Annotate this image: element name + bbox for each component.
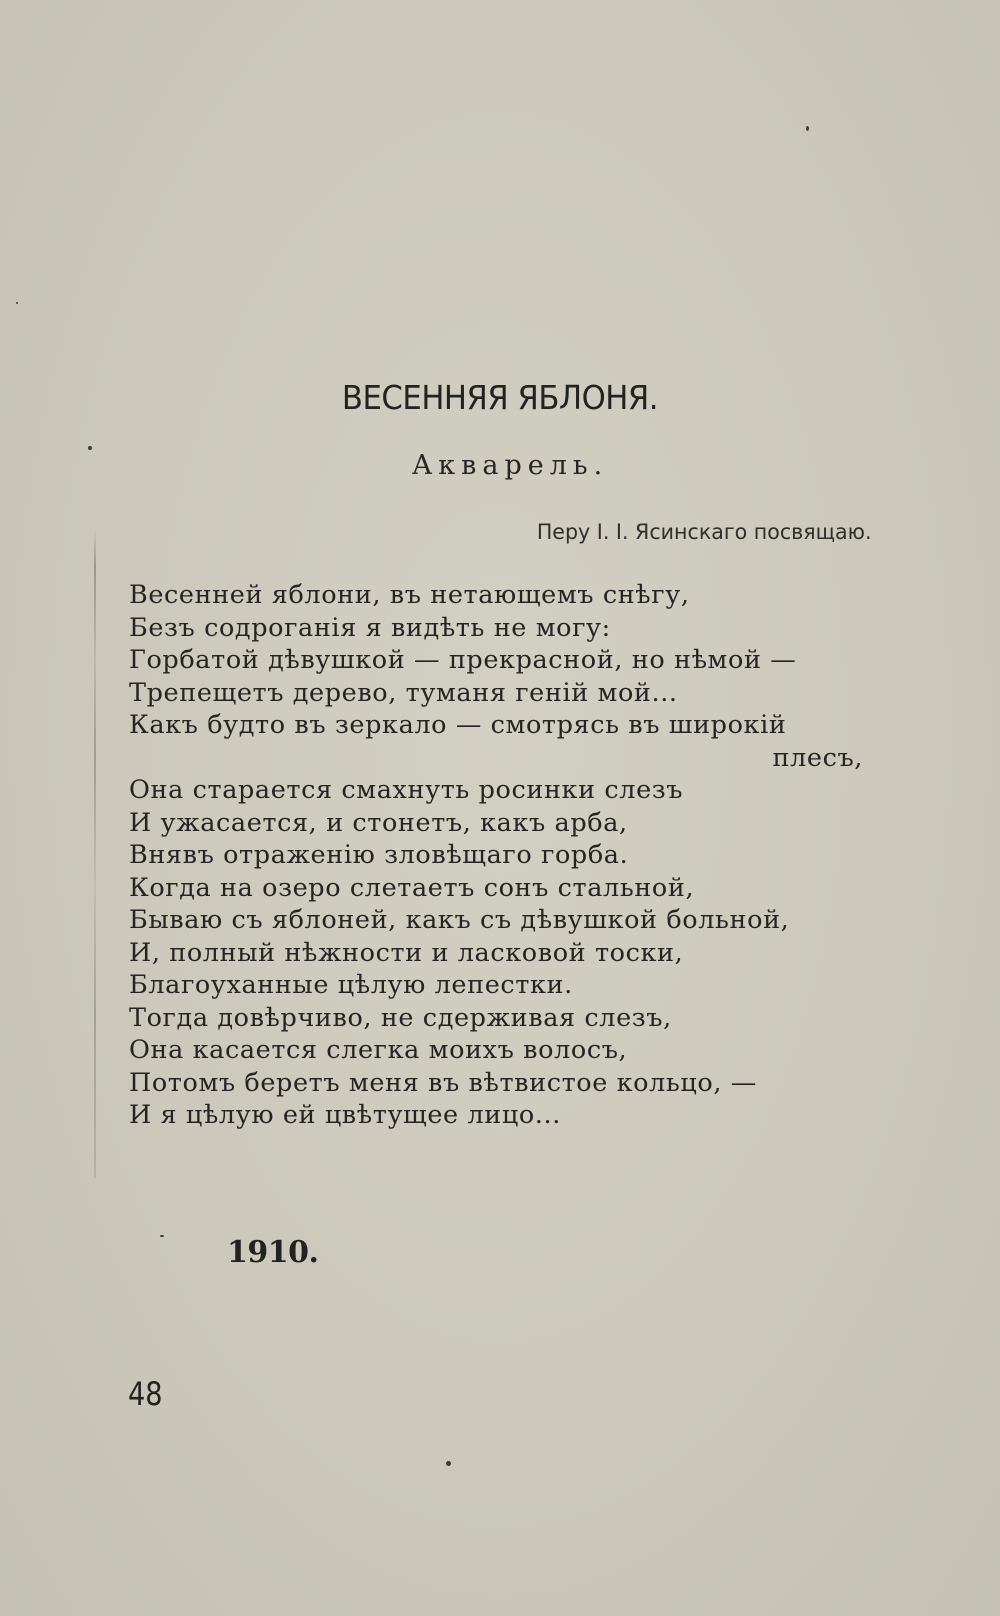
poem-line: Потомъ беретъ меня въ вѣтвистое кольцо, —: [129, 1067, 757, 1098]
ink-speck: [160, 1235, 164, 1237]
poem-year: 1910.: [227, 1235, 319, 1270]
ink-speck: [806, 126, 809, 131]
poem-line: Какъ будто въ зеркало — смотрясь въ широкій: [129, 710, 787, 740]
poem-body: [129, 579, 869, 1132]
page-number: 48: [128, 1375, 163, 1413]
poem-title: ВЕСЕННЯЯ ЯБЛОНЯ.: [341, 378, 659, 417]
poem-line: Бываю съ яблоней, какъ съ дѣвушкой больной,: [129, 905, 790, 935]
poem-line: Благоуханные цѣлую лепестки.: [129, 970, 573, 1000]
poem-line: И я цѣлую ей цвѣтущее лицо...: [129, 1100, 561, 1130]
ink-speck: [16, 302, 18, 304]
poem-line: Безъ содроганія я видѣть не могу:: [129, 612, 611, 643]
poem-line: Горбатой дѣвушкой — прекрасной, но нѣмой —: [129, 645, 797, 675]
poem-line: Внявъ отраженію зловѣщаго горба.: [129, 840, 629, 870]
poem-line: Тогда довѣрчиво, не сдерживая слезъ,: [129, 1002, 672, 1033]
poem-line: Весенней яблони, въ нетающемъ снѣгу,: [129, 580, 690, 610]
poem-line: Когда на озеро слетаетъ сонъ стальной,: [129, 872, 695, 903]
poem-line: Трепещетъ дерево, туманя геній мой...: [129, 677, 678, 708]
poem-line: Она старается смахнуть росинки слезъ: [129, 775, 684, 805]
poem-subtitle: Акварель.: [411, 450, 609, 481]
poem-line-continuation: плесъ,: [772, 742, 863, 773]
margin-pencil-line: [94, 528, 96, 1178]
ink-speck: [446, 1461, 451, 1466]
poem-line: И, полный нѣжности и ласковой тоски,: [129, 937, 684, 968]
dedication: Перу I. I. Ясинскаго посвящаю.: [537, 520, 872, 544]
poem-line: Она касается слегка моихъ волосъ,: [129, 1035, 628, 1065]
poem-line: И ужасается, и стонетъ, какъ арба,: [129, 807, 628, 838]
